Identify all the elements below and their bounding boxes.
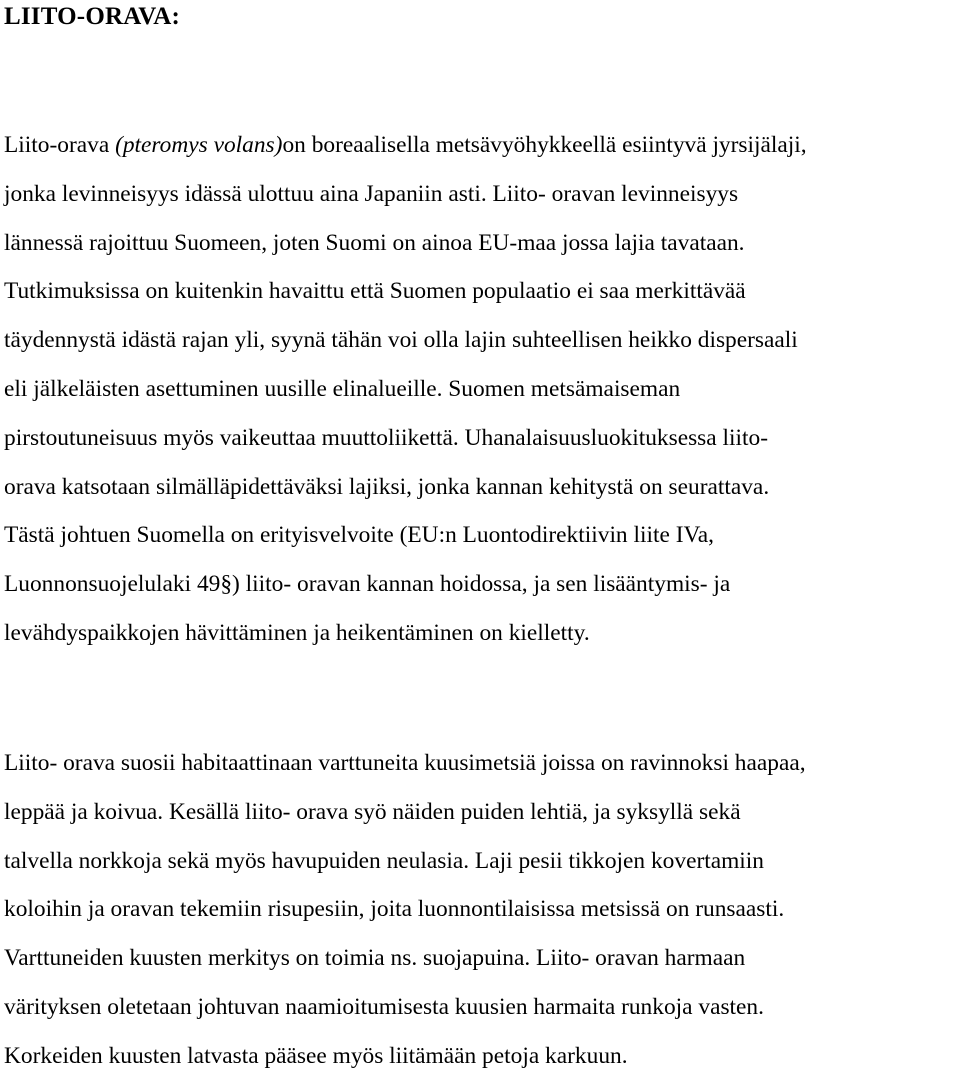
paragraph-1-line: lännessä rajoittuu Suomeen, joten Suomi on ainoa EU-maa jossa lajia tavataan. — [4, 229, 745, 256]
paragraph-1-line: Tästä johtuen Suomella on erityisvelvoite (EU:n Luontodirektiivin liite IVa, — [4, 522, 715, 549]
paragraph-1-line: levähdyspaikkojen hävittäminen ja heikentäminen on kielletty. — [4, 619, 590, 646]
paragraph-2-line: leppää ja koivua. Kesällä liito- orava syö näiden puiden lehtiä, ja syksyllä sekä — [4, 798, 741, 825]
document-title: LIITO-ORAVA: — [4, 3, 181, 30]
paragraph-2-line: Liito- orava suosii habitaattinaan varttuneita kuusimetsiä joissa on ravinnoksi haapaa, — [4, 750, 806, 776]
paragraph-1-line-1-pre: Liito-orava — [4, 132, 116, 158]
paragraph-2-line: talvella norkkoja sekä myös havupuiden neulasia. Laji pesii tikkojen kovertamiin — [4, 847, 765, 874]
paragraph-1-line: Luonnonsuojelulaki 49§) liito- oravan kannan hoidossa, ja sen lisääntymis- ja — [4, 571, 731, 598]
paragraph-1-line: Tutkimuksissa on kuitenkin havaittu että Suomen populaatio ei saa merkittävää — [4, 278, 746, 305]
paragraph-2 — [4, 739, 806, 1081]
paragraph-1-line — [4, 121, 807, 170]
paragraph-2-line: Korkeiden kuusten latvasta pääsee myös liitämään petoja karkuun. — [4, 1042, 628, 1069]
paragraph-2-line: värityksen oletetaan johtuvan naamioitumisesta kuusien harmaita runkoja vasten. — [4, 993, 764, 1020]
paragraph-1-line-1-post: on boreaalisella metsävyöhykkeellä esiintyvä jyrsijälaji, — [282, 132, 807, 158]
paragraph-1-line: pirstoutuneisuus myös vaikeuttaa muuttoliikettä. Uhanalaisuusluokituksessa liito- — [4, 424, 768, 451]
paragraph-1-line: orava katsotaan silmälläpidettäväksi lajiksi, jonka kannan kehitystä on seurattava. — [4, 473, 770, 500]
document-page — [4, 0, 956, 1069]
paragraph-1-line: eli jälkeläisten asettuminen uusille elinalueille. Suomen metsämaiseman — [4, 375, 681, 402]
paragraph-1-line: jonka levinneisyys idässä ulottuu aina Japaniin asti. Liito- oravan levinneisyys — [4, 180, 739, 207]
paragraph-2-line: Varttuneiden kuusten merkitys on toimia ns. suojapuina. Liito- oravan harmaan — [4, 945, 746, 972]
paragraph-2-line: koloihin ja oravan tekemiin risupesiin, joita luonnontilaisissa metsissä on runsaasti. — [4, 896, 785, 923]
species-latin-name: (pteromys volans) — [115, 132, 283, 158]
paragraph-1 — [4, 121, 807, 658]
paragraph-1-line: täydennystä idästä rajan yli, syynä tähän voi olla lajin suhteellisen heikko dispersaali — [4, 327, 798, 354]
